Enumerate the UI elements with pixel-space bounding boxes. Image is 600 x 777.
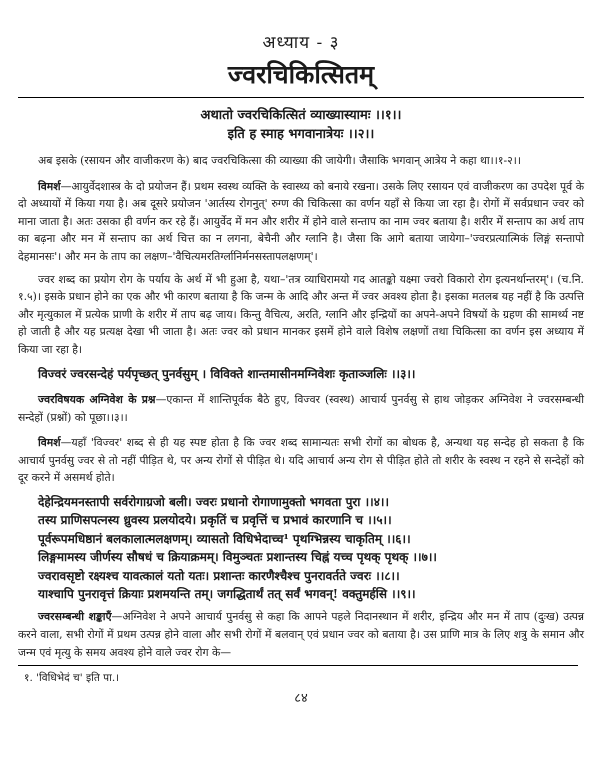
- paragraph-2-term: विमर्श: [38, 179, 61, 193]
- verse-3: विज्वरं ज्वरसन्देहं पर्यपृच्छत् पुनर्वसुम् । विविक्ते शान्तमासीनमग्निवेशः कृताञ्जलिः ।।३।।: [38, 366, 416, 381]
- paragraph-3: ज्वर शब्द का प्रयोग रोग के पर्याय के अर्थ में भी हुआ है, यथा–'तत्र व्याधिरामयो गद आतङ्को यक्ष्मा ज्वरो विकारो रोग इत्यनर्थान्तरम्'। (च.नि. १.५)। इसके प्रधान होने का एक और भी कारण बताया है कि जन्म के आदि और अन्त में ज्वर अवश्य होता है। इसका मतलब यह नहीं है कि उत्पत्ति और मृत्युकाल में प्रत्येक प्राणी के शरीर में ताप बढ़ जाय। किन्तु वैचित्य, अरति, ग्लानि और इन्द्रियों का अपने-अपने विषयों के ग्रहण की सामर्थ्य नष्ट हो जाती है और यह प्रत्यक्ष देखा भी जाता है। अतः ज्वर को प्रधान मानकर इसमें होने वाले विशेष लक्षणों तथा चिकित्सा का वर्णन इस अध्याय में किया जा रहा है।: [18, 272, 584, 356]
- paragraph-2: [18, 178, 584, 266]
- book-page: [18, 8, 584, 706]
- paragraph-4-text: —एकान्त में शान्तिपूर्वक बैठे हुए, विज्वर (स्वस्थ) आचार्य पुनर्वसु से हाथ जोड़कर अग्निवेश ने ज्वरसम्बन्धी सन्देहों (प्रश्नों) को पूछा।।३।।: [18, 392, 584, 424]
- paragraph-2-text: —आयुर्वेदशास्त्र के दो प्रयोजन हैं। प्रथम स्वस्थ व्यक्ति के स्वास्थ्य को बनाये रखना। उसके लिए रसायन एवं वाजीकरण का उपदेश पूर्व के दो अध्यायों में किया गया है। अब दूसरे प्रयोजन 'आर्तस्य रोगनुत्' रुग्ण की चिकित्सा का वर्णन यहाँ से किया जा रहा है। रोगों में सर्वप्रधान ज्वर को माना जाता है। अतः उसका ही वर्णन कर रहे हैं। आयुर्वेद में मन और शरीर में होने वाले सन्ताप का नाम ज्वर बताया है। शरीर में सन्ताप का अर्थ ताप का बढ़ना और मन में सन्ताप का अर्थ चित्त का न लगना, बेचैनी और ग्लानि है। जैसा कि आगे बताया जायेगा–'ज्वरप्रत्यात्मिकं लिङ्गं सन्तापो देहमानसः'। और मन के ताप का लक्षण–'वैचित्यमरतिर्ग्लानिर्मनसस्तापलक्षणम्'।: [18, 179, 584, 263]
- verse-7: लिङ्गमामस्य जीर्णस्य सौषधं च क्रियाक्रमम्। विमुञ्चतः प्रशान्तस्य चिह्नं यच्च पृथक् पृथक् ।।७।।: [38, 550, 437, 565]
- verse-3-block: [18, 365, 584, 383]
- paragraph-5-term: विमर्श: [38, 436, 61, 450]
- paragraph-4-term: ज्वरविषयक अग्निवेश के प्रश्न: [38, 392, 156, 406]
- opening-verse-1: अथातो ज्वरचिकित्सितं व्याख्यास्यामः ।।१।।: [200, 108, 402, 123]
- verse-5: तस्य प्राणिसपत्नस्य ध्रुवस्य प्रलयोदये। प्रकृतिं च प्रवृत्तिं च प्रभावं कारणानि च ।।५।।: [38, 513, 392, 528]
- paragraph-6: [18, 608, 584, 661]
- page-number: ८४: [294, 691, 308, 707]
- verse-8: ज्वरावसृष्टो रक्ष्यश्च यावत्कालं यतो यतः। प्रशान्तः कारणैश्चैश्च पुनरावर्तते ज्वरः ।।८।।: [38, 568, 400, 583]
- paragraph-5-text: —यहाँ 'विज्वर' शब्द से ही यह स्पष्ट होता है कि ज्वर शब्द सामान्यतः सभी रोगों का बोधक है, अन्यथा यह सन्देह हो सकता है कि आचार्य पुनर्वसु ज्वर से तो नहीं पीड़ित थे, पर अन्य रोगों से पीड़ित थे। यदि आचार्य अन्य रोग से पीड़ित होते तो शरीर के स्वस्थ न रहने से सन्देहों को दूर करने में असमर्थ होते।: [18, 436, 584, 485]
- opening-verse-2: इति ह स्माह भगवानात्रेयः ।।२।।: [227, 127, 375, 142]
- paragraph-6-text: —अग्निवेश ने अपने आचार्य पुनर्वसु से कहा कि आपने पहले निदानस्थान में शरीर, इन्द्रिय और मन में ताप (दुःख) उत्पन्न करने वाला, सभी रोगों में प्रथम उत्पन्न होने वाला और सभी रोगों में बलवान् एवं प्रधान ज्वर को बताया है। उस प्राणि मात्र के लिए शत्रु के समान और जन्म एवं मृत्यु के समय अवश्य होने वाले ज्वर रोग के—: [18, 610, 584, 659]
- footnote-rule: [18, 665, 578, 666]
- verse-6: पूर्वरूपमधिष्ठानं बलकालात्मलक्षणम्। व्यासतो विधिभेदाच्च¹ पृथग्भिन्नस्य चाकृतिम् ।।६।।: [38, 531, 411, 546]
- opening-verses: [18, 106, 584, 144]
- title-rule: [18, 97, 584, 98]
- paragraph-4: [18, 391, 584, 426]
- paragraph-1: अब इसके (रसायन और वाजीकरण के) बाद ज्वरचिकित्सा की व्याख्या की जायेगी। जैसाकि भगवान् आत्रेय ने कहा था।।१-२।।: [38, 154, 521, 167]
- verses-4-9-block: [18, 493, 584, 603]
- paragraph-6-term: ज्वरसम्बन्धी शङ्काएँ: [38, 610, 112, 624]
- verse-9: याश्चापि पुनरावृत्तं क्रियाः प्रशमयन्ति तम्। जगद्धितार्थं तत् सर्वं भगवन्! वक्तुमर्हसि ।।९।।: [38, 586, 416, 601]
- paragraph-5: [18, 434, 584, 487]
- verse-4: देहेन्द्रियमनस्तापी सर्वरोगाग्रजो बली। ज्वरः प्रधानो रोगाणामुक्तो भगवता पुरा ।।४।।: [38, 494, 390, 509]
- chapter-title: ज्वरचिकित्सितम्: [227, 60, 375, 89]
- chapter-label: अध्याय - ३: [262, 33, 340, 53]
- footnote: १. 'विधिभेदं च' इति पा.।: [24, 672, 120, 685]
